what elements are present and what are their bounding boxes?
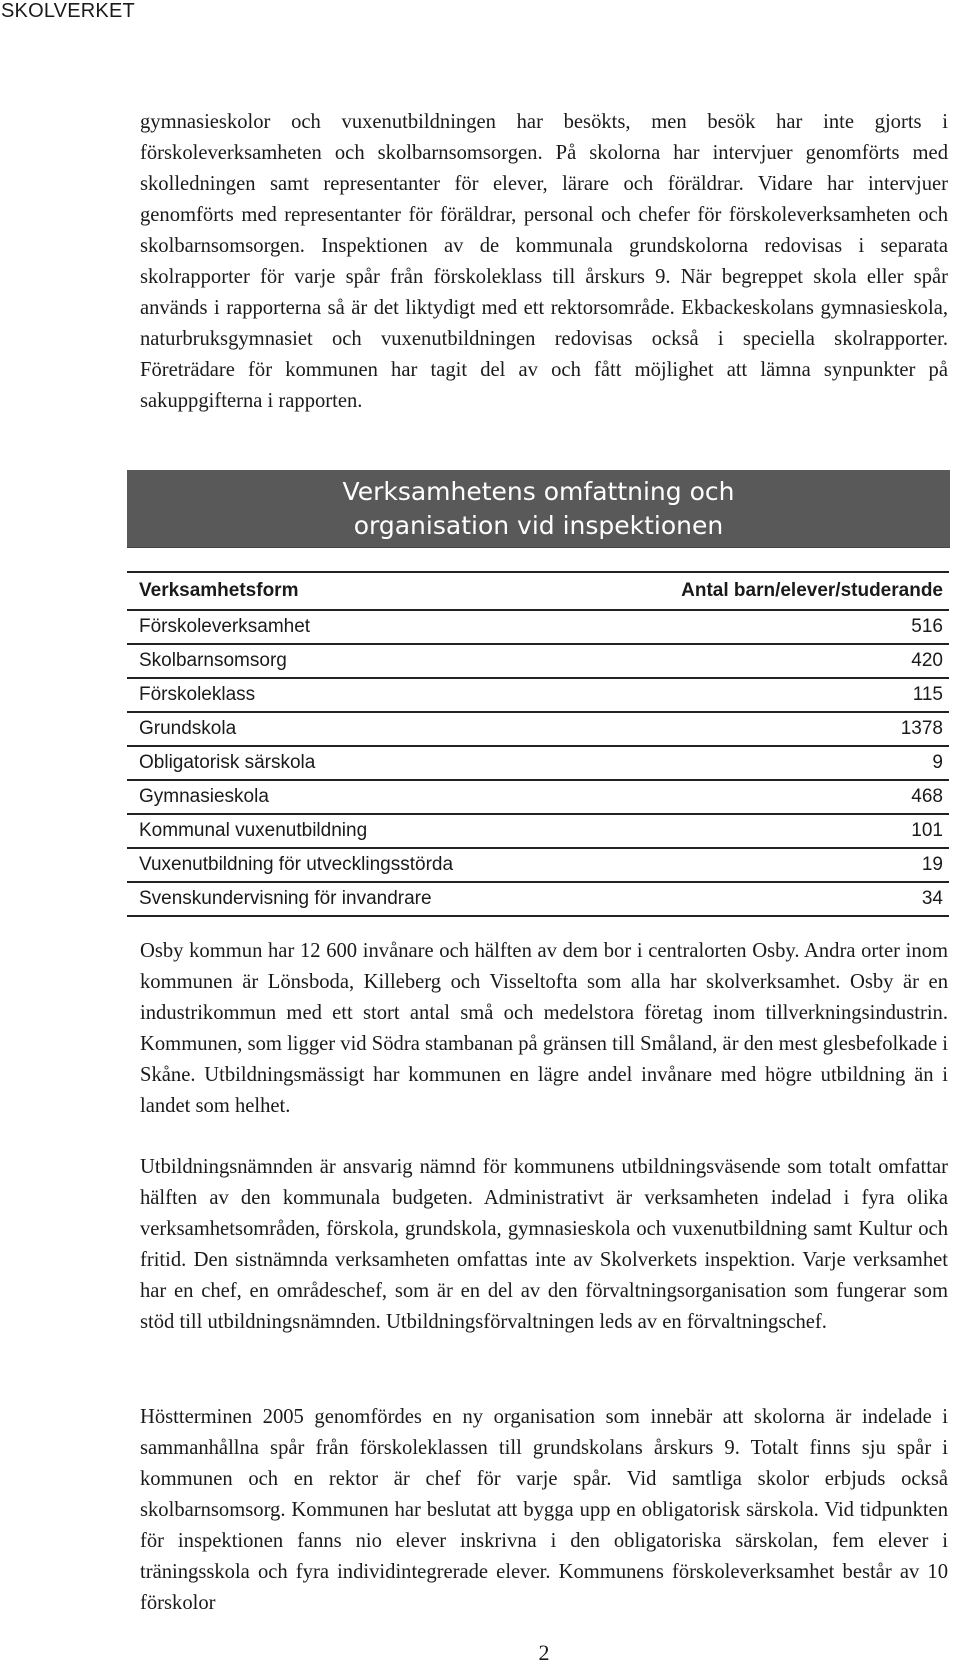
row-value: 101 (911, 820, 943, 841)
body-paragraph-2: Utbildningsnämnden är ansvarig nämnd för kommunens utbildningsväsende som totalt omfattar hälften av den kommunala budgeten. Administrativt är verksamheten indelad i fyra olika verksamhetsområden, förskola, grundskola, gymnasieskola och vuxenutbildning samt Kultur och fritid. Den sistnämnda verksamheten omfattas inte av Skolverkets inspektion. Varje verksamhet har en chef, en områdeschef, som är en del av den förvaltningsorganisation som fungerar som stöd till utbildningsnämnden. Utbildningsförvaltningen leds av en förvaltningschef. (140, 1156, 948, 1333)
section-title-line-2: organisation vid inspektionen (353, 510, 724, 540)
row-value: 19 (921, 854, 943, 875)
row-value: 115 (912, 684, 943, 705)
table-row (127, 611, 949, 645)
table-row (127, 679, 949, 713)
body-paragraph-1: Osby kommun har 12 600 invånare och hälften av dem bor i centralorten Osby. Andra orter inom kommunen är Lönsboda, Killeberg och Visseltofta som alla har skolverksamhet. Osby är en industrikommun med ett stort antal små och medelstora företag inom tillverkningsindustrin. Kommunen, som ligger vid Södra stambanan på gränsen till Småland, är den mest glesbefolkade i Skåne. Utbildningsmässigt har kommunen en lägre andel invånare med högre utbildning än i landet som helhet. (140, 940, 948, 1117)
section-title (127, 470, 950, 548)
row-value: 34 (921, 888, 943, 909)
row-label: Förskoleklass (139, 684, 256, 705)
row-label: Vuxenutbildning för utvecklingsstörda (139, 854, 454, 875)
page-number: 2 (538, 1640, 550, 1665)
row-label: Gymnasieskola (139, 786, 269, 807)
row-label: Svenskundervisning för invandrare (139, 888, 432, 909)
row-value: 9 (932, 752, 943, 773)
table-row (127, 883, 949, 917)
table-row (127, 781, 949, 815)
row-label: Kommunal vuxenutbildning (139, 820, 368, 841)
row-label: Skolbarnsomsorg (139, 650, 287, 671)
row-label: Grundskola (139, 718, 237, 739)
row-value: 1378 (900, 718, 943, 739)
activity-table (127, 571, 949, 917)
table-row (127, 645, 949, 679)
column-header-form: Verksamhetsform (139, 580, 299, 601)
column-header-count: Antal barn/elever/studerande (681, 580, 943, 601)
table-row (127, 713, 949, 747)
row-value: 420 (911, 650, 943, 671)
row-value: 468 (911, 786, 943, 807)
table-row (127, 849, 949, 883)
row-label: Förskoleverksamhet (139, 616, 311, 637)
organization-header: SKOLVERKET (1, 0, 135, 22)
body-paragraph-3: Höstterminen 2005 genomfördes en ny organisation som innebär att skolorna är indelade i sammanhållna spår från förskoleklassen till grundskolans årskurs 9. Totalt finns sju spår i kommunen och en rektor är chef för varje spår. Vid samtliga skolor erbjuds också skolbarnsomsorg. Kommunen har beslutat att bygga upp en obligatorisk särskola. Vid tidpunkten för inspektionen fanns nio elever inskrivna i den obligatoriska särskolan, fem elever i träningsskola och fyra individintegrerade elever. Kommunens förskoleverksamhet består av 10 förskolor (140, 1406, 948, 1614)
table-header-row (127, 573, 949, 611)
row-label: Obligatorisk särskola (139, 752, 316, 773)
intro-paragraph: gymnasieskolor och vuxenutbildningen har besökts, men besök har inte gjorts i förskoleverksamheten och skolbarnsomsorgen. På skolorna har intervjuer genomförts med skolledningen samt representanter för elever, lärare och föräldrar. Vidare har intervjuer genomförts med representanter för föräldrar, personal och chefer för förskoleverksamheten och skolbarnsomsorgen. Inspektionen av de kommunala grundskolorna redovisas i separata skolrapporter för varje spår från förskoleklass till årskurs 9. När begreppet skola eller spår används i rapporterna så är det liktydigt med ett rektorsområde. Ekbackeskolans gymnasieskola, naturbruksgymnasiet och vuxenutbildningen redovisas också i speciella skolrapporter. Företrädare för kommunen har tagit del av och fått möjlighet att lämna synpunkter på sakuppgifterna i rapporten. (140, 111, 948, 412)
table-row (127, 747, 949, 781)
row-value: 516 (911, 616, 943, 637)
table-row (127, 815, 949, 849)
section-title-line-1: Verksamhetens omfattning och (342, 476, 735, 506)
